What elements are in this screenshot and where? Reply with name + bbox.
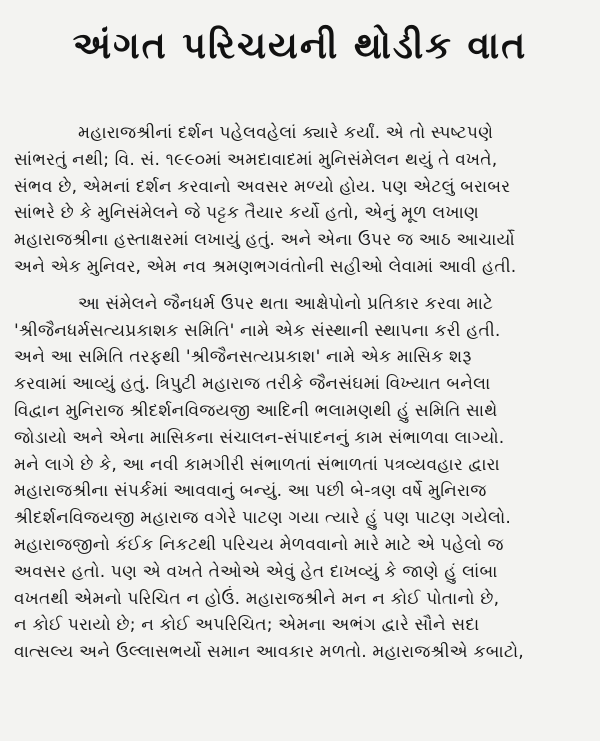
text-line: મહારાજશ્રીનાં દર્શન પહેલવહેલાં ક્યારે કર્યાં. એ તો સ્પષ્ટપણે (78, 123, 494, 143)
text-line: કરવામાં આવ્યું હતું. ત્રિપુટી મહારાજ તરીકે જૈનસંઘમાં વિખ્યાત બનેલા (14, 374, 491, 395)
text-line: મને લાગે છે કે, આ નવી કામગીરી સંભાળતાં સંભાળતાં પત્રવ્યવહાર દ્વારા (14, 454, 500, 475)
text-line: શ્રીદર્શનવિજયજી મહારાજ વગેરે પાટણ ગયા ત્યારે હું પણ પાટણ ગયેલો. (14, 508, 511, 529)
text-line: સાંભરે છે કે મુનિસંમેલને જે પટ્ટક તૈયાર કર્યો હતો, એનું મૂળ લખાણ (14, 203, 480, 224)
page-body (14, 120, 588, 666)
text-line: મહારાજશ્રીના સંપર્કમાં આવવાનું બન્યું. આ પછી બે-ત્રણ વર્ષે મુનિરાજ (14, 481, 487, 502)
text-line: અવસર હતો. પણ એ વખતે તેઓએ એવું હેત દાખવ્યું કે જાણે હું લાંબા (14, 561, 498, 582)
text-line: જોડાયો અને એના માસિકના સંચાલન-સંપાદનનું કામ સંભાળવા લાગ્યો. (14, 427, 505, 448)
page-title: અંગત પરિચયની થોડીક વાત (72, 24, 528, 67)
text-line: 'શ્રીજૈનધર્મસત્યપ્રકાશક સમિતિ' નામે એક સંસ્થાની સ્થાપના કરી હતી. (14, 320, 501, 341)
text-line: વિદ્વાન મુનિરાજ શ્રીદર્શનવિજયજી આદિની ભલામણથી હું સમિતિ સાથે (14, 400, 498, 421)
text-line: વખતથી એમનો પરિચિત ન હોઉં. મહારાજશ્રીને મન ન કોઈ પોતાનો છે, (14, 588, 500, 609)
paragraph-2 (14, 291, 588, 666)
text-line: મહારાજશ્રીના હસ્તાક્ષરમાં લખાયું હતું. અને એના ઉપર જ આઠ આચાર્યો (14, 230, 515, 251)
text-line: વાત્સલ્ય અને ઉલ્લાસભર્યો સમાન આવકાર મળતો. મહારાજશ્રીએ કબાટો, (14, 642, 524, 663)
text-line: સાંભરતું નથી; વિ. સં. ૧૯૯૦માં અમદાવાદમાં મુનિસંમેલન થયું તે વખતે, (14, 149, 498, 170)
text-line: અને એક મુનિવર, એમ નવ શ્રમણભગવંતોની સહીઓ લેવામાં આવી હતી. (14, 256, 517, 277)
text-line: સંભવ છે, એમનાં દર્શન કરવાનો અવસર મળ્યો હોય. પણ એટલું બરાબર (14, 176, 511, 197)
paragraph-gap (14, 281, 588, 291)
text-line: મહારાજજીનો કંઈક નિકટથી પરિચય મેળવવાનો મારે માટે એ પહેલો જ (14, 534, 504, 555)
text-line: અને આ સમિતિ તરફથી 'શ્રીજૈનસત્યપ્રકાશ' નામે એક માસિક શરૂ (14, 347, 472, 368)
paragraph-1 (14, 120, 588, 281)
text-line: ન કોઈ પરાયો છે; ન કોઈ અપરિચિત; એમના અભંગ દ્વારે સૌને સદા (14, 615, 480, 636)
text-line: આ સંમેલને જૈનધર્મ ઉપર થતા આક્ષેપોનો પ્રતિકાર કરવા માટે (78, 293, 494, 314)
